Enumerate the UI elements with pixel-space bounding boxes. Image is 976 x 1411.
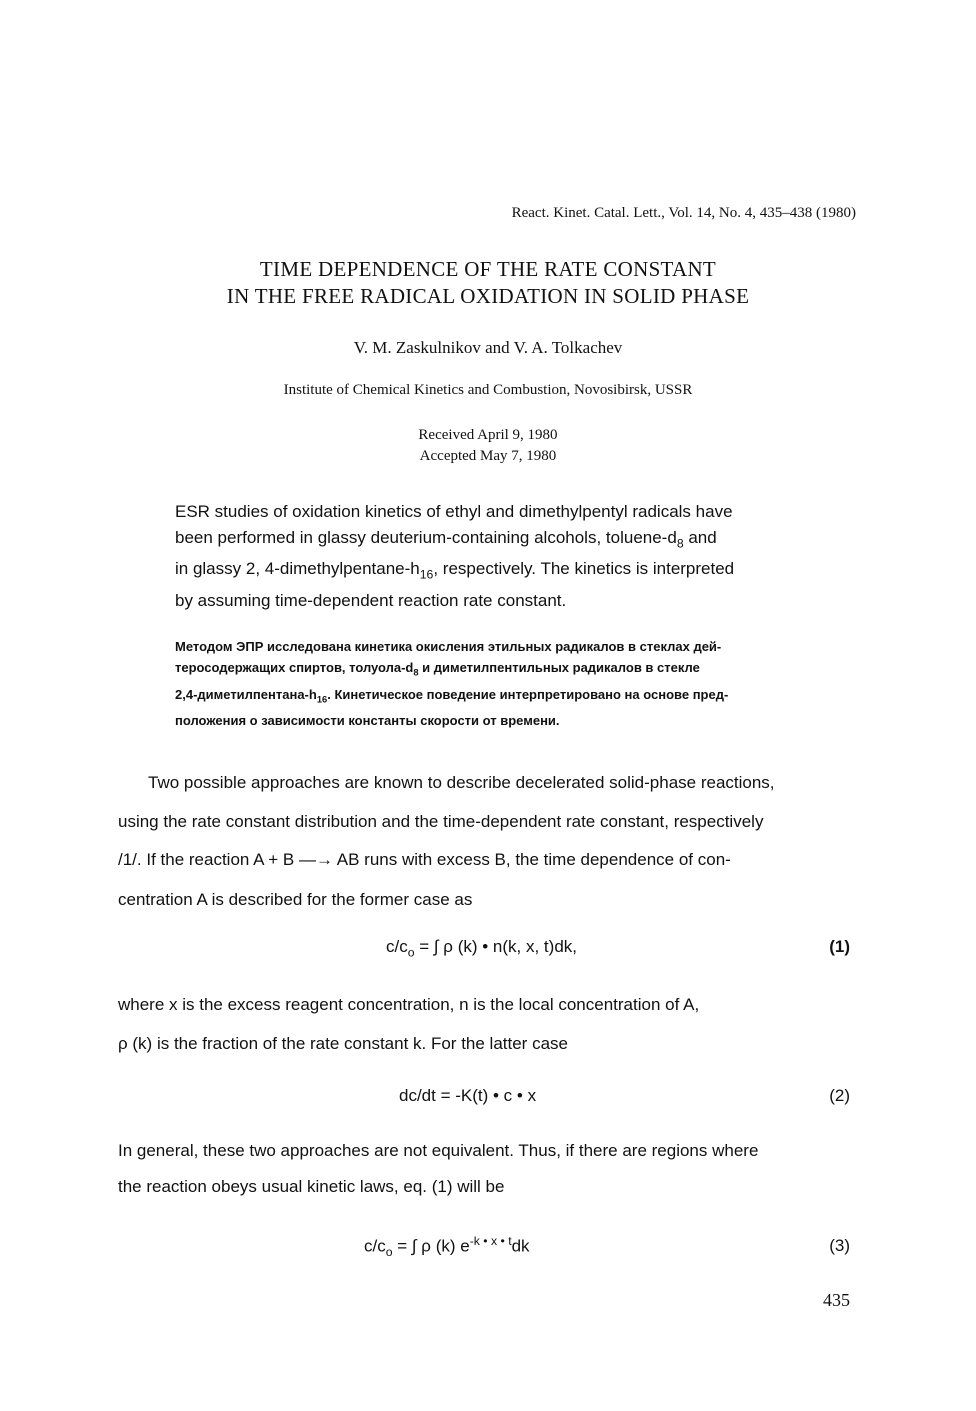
abstract-text: and xyxy=(683,528,717,547)
body-line: /1/. If the reaction A + B —→ AB runs with excess B, the time dependence of con- xyxy=(118,850,731,869)
eq-rhs: = ∫ ρ (k) • n(k, x, t)dk, xyxy=(419,937,577,956)
body-line: where x is the excess reagent concentration, n is the local concentration of A, xyxy=(118,995,700,1014)
eq-lhs: c/c xyxy=(386,937,408,956)
dates xyxy=(0,425,976,467)
subscript: o xyxy=(407,945,415,960)
equation-1-number: (1) xyxy=(829,937,850,956)
received-date: Received April 9, 1980 xyxy=(418,427,558,443)
abstract-ru-line: Методом ЭПР исследована кинетика окисления этильных радикалов в стеклах дей- xyxy=(175,639,722,654)
subscript: 8 xyxy=(676,536,684,551)
abstract-text: been performed in glassy deuterium-containing alcohols, toluene-d xyxy=(175,528,677,547)
abstract-line xyxy=(175,556,865,587)
abstract-ru-text: теросодержащих спиртов, толуола-d xyxy=(175,660,414,675)
subscript: 8 xyxy=(413,667,419,678)
equation-2-number: (2) xyxy=(829,1086,850,1105)
subscript: 16 xyxy=(316,694,328,705)
eq-rhs: dk xyxy=(511,1236,530,1256)
equation-3-number: (3) xyxy=(829,1236,850,1255)
eq-rhs: = ∫ ρ (k) e xyxy=(397,1236,470,1256)
abstract-ru-line xyxy=(175,684,865,711)
abstract-text: in glassy 2, 4-dimethylpentane-h xyxy=(175,559,420,579)
journal-citation: React. Kinet. Catal. Lett., Vol. 14, No. 4, 435–438 (1980) xyxy=(511,205,856,221)
institution: Institute of Chemical Kinetics and Combustion, Novosibirsk, USSR xyxy=(283,382,693,398)
abstract-ru-line xyxy=(175,657,865,684)
body-line: ρ (k) is the fraction of the rate constant k. For the latter case xyxy=(118,1034,568,1053)
body-line: using the rate constant distribution and the time-dependent rate constant, respectively xyxy=(118,812,764,831)
abstract-ru-text: 2,4-диметилпентана-h xyxy=(175,686,317,702)
article-title xyxy=(0,256,976,310)
abstract-line: ESR studies of oxidation kinetics of ethyl and dimethylpentyl radicals have xyxy=(175,502,733,521)
title-line-1: TIME DEPENDENCE OF THE RATE CONSTANT xyxy=(259,257,717,281)
abstract-ru-text: и диметилпентильных радикалов в стекле xyxy=(418,660,700,675)
eq-lhs: c/c xyxy=(364,1236,386,1256)
abstract-english xyxy=(175,499,865,614)
body-line: Two possible approaches are known to describe decelerated solid-phase reactions, xyxy=(148,773,775,792)
abstract-ru-text: . Кинетическое поведение интерпретировано на основе пред- xyxy=(327,686,729,702)
superscript: -k • x • t xyxy=(469,1234,512,1248)
abstract-text: , respectively. The kinetics is interpreted xyxy=(433,559,735,579)
equation-1 xyxy=(386,937,577,959)
abstract-ru-line: положения о зависимости константы скорости от времени. xyxy=(175,713,560,729)
subscript: 16 xyxy=(419,567,434,582)
authors: V. M. Zaskulnikov and V. A. Tolkachev xyxy=(353,338,623,357)
abstract-line: by assuming time-dependent reaction rate constant. xyxy=(175,590,567,610)
body-line: centration A is described for the former case as xyxy=(118,890,473,909)
body-line: In general, these two approaches are not equivalent. Thus, if there are regions where xyxy=(118,1141,759,1160)
accepted-date: Accepted May 7, 1980 xyxy=(419,448,557,464)
equation-3 xyxy=(364,1234,530,1259)
page-number: 435 xyxy=(823,1290,850,1310)
subscript: o xyxy=(385,1245,393,1260)
body-line: the reaction obeys usual kinetic laws, eq. (1) will be xyxy=(118,1177,505,1196)
title-line-2: IN THE FREE RADICAL OXIDATION IN SOLID PHASE xyxy=(226,284,750,308)
equation-2: dc/dt = -K(t) • c • x xyxy=(399,1086,537,1105)
abstract-line xyxy=(175,525,865,556)
abstract-russian xyxy=(175,636,865,731)
